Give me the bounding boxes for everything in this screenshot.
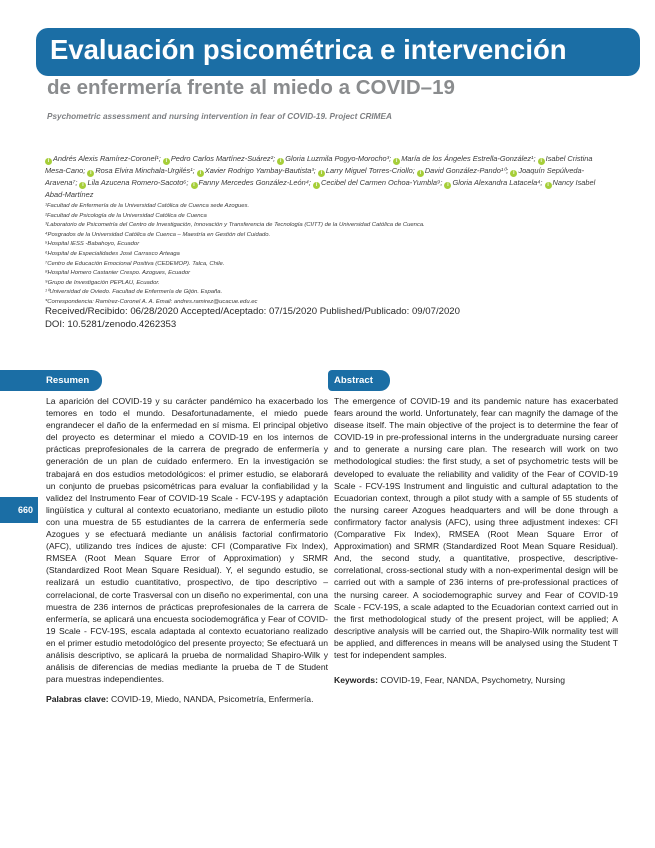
author-name: David González-Pando¹⁰; (424, 166, 509, 175)
orcid-icon[interactable]: i (393, 158, 400, 165)
publication-dates (45, 305, 460, 331)
orcid-icon[interactable]: i (45, 158, 52, 165)
author (393, 154, 535, 163)
orcid-icon[interactable]: i (318, 170, 325, 177)
affiliation: ⁵Hospital IESS -Babahoyo, Ecuador (45, 241, 140, 248)
correspondence: *Correspondencia: Ramírez-Coronel A. A. Email: andres.ramirez@ucacue.edu.ec (45, 298, 258, 305)
orcid-icon[interactable]: i (277, 158, 284, 165)
resumen-column (46, 395, 328, 705)
orcid-icon[interactable]: i (87, 170, 94, 177)
keywords-label: Palabras clave: (46, 694, 109, 705)
orcid-icon[interactable]: i (538, 158, 545, 165)
affiliation: ⁹Grupo de Investigación PEPLAU, Ecuador. (45, 279, 160, 286)
orcid-icon[interactable]: i (197, 170, 204, 177)
author (313, 178, 442, 187)
author-name: Joaquín Sepúlveda-Aravena⁷; (45, 166, 585, 187)
author-name: Rosa Elvira Minchala-Urgilés¹; (95, 166, 195, 175)
author (417, 166, 508, 175)
abstract-body: The emergence of COVID-19 and its pandemic nature has exacerbated fears around the world. Unfortunately, fear can magnify the damage of the disease itself. The main objective of the project is to determine the fear of COVID-19 in pre-professional interns in the undergraduate nursing career and to generate a nursing care plan. The research will work on two methodological studies: the first study, a set of psychometric tests will be developed to evaluate the reliability and validity of the Fear of COVID-19 Scale - FCV-19S Instrument and linguistic and cultural adaptation to the Ecuadorian context, through a pilot study with a sample of 55 students of the nursing career Azogues headquarters and will be done through a confirmatory factor analysis (AFC), using three adjustment indexes: CFI (Comparative Fix Index), RMSEA (Root Mean Square Error of Approximation) and SRMR (Standardized Root Mean Square Residual). And, the second study, a quantitative, prospective, descriptive-correlational, cross-sectional study with a non-experimental design will be carried out with a sample of 236 interns of pre-professional practices of the nursing career. A sociodemographic survey and Fear of COVID-19 Scale - FCV-19S, a scale adapted to the Ecuadorian context carried out in the first methodological study of the present project, will be applied; A descriptive analysis will be carried out, the Shapiro-Wilk normality test will be applied, and differences in means will be analysed using the Student T test for independent samples. (334, 396, 618, 660)
abstract-heading: Abstract (328, 370, 390, 391)
author-name: Isabel Cristina Mesa-Cano; (45, 154, 593, 175)
resumen-body: La aparición del COVID-19 y su carácter pandémico ha exacerbado los temores en todo el mundo. Desafortunadamente, el miedo puede engrandecer el daño de la enfermedad en sí misma. El principal objetivo del proyecto es determinar el miedo a COVID-19 en los internos de prácticas preprofesionales de la carrera de pregrado de enfermería y generación de un plan de cuidado enfermero. En la investigación se trabajará en dos estudios metodológicos: el primer estudio, se elaborará un conjunto de pruebas psicométricas para evaluar la confiabilidad y la validez del Instrumento Fear of COVID-19 Scale - FCV-19S y adaptación lingüística y cultural al contexto ecuatoriano, mediante un estudio piloto con una muestra de 55 estudiantes de la carrera de enfermería sede Azogues y se efectuará mediante un análisis factorial confirmatorio (AFC), utilizando tres índices de ajuste: CFI (Comparative Fix Index), RMSEA (Root Mean Square Error of Approximation) y SRMR (Standardized Root Mean Square Residual). Y, el segundo estudio, se realizará un estudio cuantitativo, prospectivo, de tipo descriptivo – correlacional, de corte Trasversal con un diseño no experimental, con una muestra de 236 internos de prácticas preprofesionales de la carrera de enfermería, se aplicará una encuesta sociodemográfica y Fear of COVID-19 Scale - FCV-19S, escala adaptada al contexto ecuatoriano realizado en el primer estudio metodológico del presente proyecto; Se efectuará un análisis descriptivo, se aplicará la prueba de normalidad Shapiro-Wilk y análisis de diferencias de medias mediante la prueba de T de Student para muestras independientes. (46, 396, 328, 685)
orcid-icon[interactable]: i (313, 182, 320, 189)
article-subtitle: de enfermería frente al miedo a COVID–19 (47, 76, 455, 99)
affiliation: ²Facultad de Psicología de la Universidad Católica de Cuenca (45, 212, 207, 219)
abstract-column (334, 395, 618, 686)
affiliation: ⁴Posgrados de la Universidad Católica de Cuenca – Maestría en Gestión del Cuidado. (45, 231, 271, 238)
author (87, 166, 194, 175)
page-number: 660 (0, 497, 38, 523)
author-name: Gloria Luzmila Pogyo-Morocho³; (285, 154, 392, 163)
author-name: Gloria Alexandra Latacela⁴; (452, 178, 543, 187)
affiliation: ⁷Centro de Educación Emocional Positiva (CEDEMOP). Talca, Chile. (45, 260, 225, 267)
author-name: Fanny Mercedes González-León⁴; (198, 178, 311, 187)
orcid-icon[interactable]: i (163, 158, 170, 165)
author-name: Pedro Carlos Martínez-Suárez²; (170, 154, 276, 163)
author-name: Lila Azucena Romero-Sacoto⁶; (87, 178, 189, 187)
author-name: María de los Ángeles Estrella-González¹; (401, 154, 536, 163)
keywords-value: COVID-19, Fear, NANDA, Psychometry, Nursing (380, 675, 565, 686)
article-title: Evaluación psicométrica e intervención (50, 34, 567, 65)
affiliation: ⁶Hospital de Especialidades José Carrasco Arteaga (45, 250, 180, 257)
affiliation: ¹Facultad de Enfermería de la Universidad Católica de Cuenca sede Azogues. (45, 203, 250, 209)
author (277, 154, 391, 163)
english-title: Psychometric assessment and nursing intervention in fear of COVID-19. Project CRIMEA (47, 112, 392, 121)
orcid-icon[interactable]: i (191, 182, 198, 189)
orcid-icon[interactable]: i (545, 182, 552, 189)
author-name: Larry Miguel Torres-Criollo; (325, 166, 415, 175)
author (191, 178, 311, 187)
keywords-value: COVID-19, Miedo, NANDA, Psicometría, Enfermería. (110, 694, 314, 705)
dates-line: Received/Recibido: 06/28/2020 Accepted/Aceptado: 07/15/2020 Published/Publicado: 09/07/2020 (45, 306, 460, 317)
resumen-heading: Resumen (0, 370, 102, 391)
affiliation: ³Laboratorio de Psicometría del Centro de Investigación, Innovación y Transferencia de Tecnología (CIITT) de la Universidad Católica de Cuenca. (45, 222, 425, 229)
author-name: Nancy Isabel Abad-Martínez (45, 178, 596, 199)
author (163, 154, 275, 163)
author (45, 154, 161, 163)
resumen-keywords (46, 693, 328, 705)
orcid-icon[interactable]: i (510, 170, 517, 177)
abstract-keywords (334, 674, 618, 686)
author-name: Cecibel del Carmen Ochoa-Yumbla⁹; (321, 178, 443, 187)
affiliation: ⁸Hospital Homero Castanier Crespo. Azogues, Ecuador (45, 270, 191, 277)
author (79, 178, 188, 187)
author (197, 166, 316, 175)
author (444, 178, 542, 187)
affiliation: ¹⁰Universidad de Oviedo. Facultad de Enfermería de Gijón. España. (45, 289, 223, 296)
author-name: Andrés Alexis Ramírez-Coronel¹; (53, 154, 161, 163)
author-list (45, 153, 615, 200)
author (318, 166, 415, 175)
orcid-icon[interactable]: i (444, 182, 451, 189)
keywords-label: Keywords: (334, 675, 378, 686)
doi-link[interactable]: DOI: 10.5281/zenodo.4262353 (45, 319, 177, 331)
author-name: Xavier Rodrigo Yambay-Bautista³; (204, 166, 316, 175)
orcid-icon[interactable]: i (417, 170, 424, 177)
affiliation-list (45, 202, 605, 308)
orcid-icon[interactable]: i (79, 182, 86, 189)
